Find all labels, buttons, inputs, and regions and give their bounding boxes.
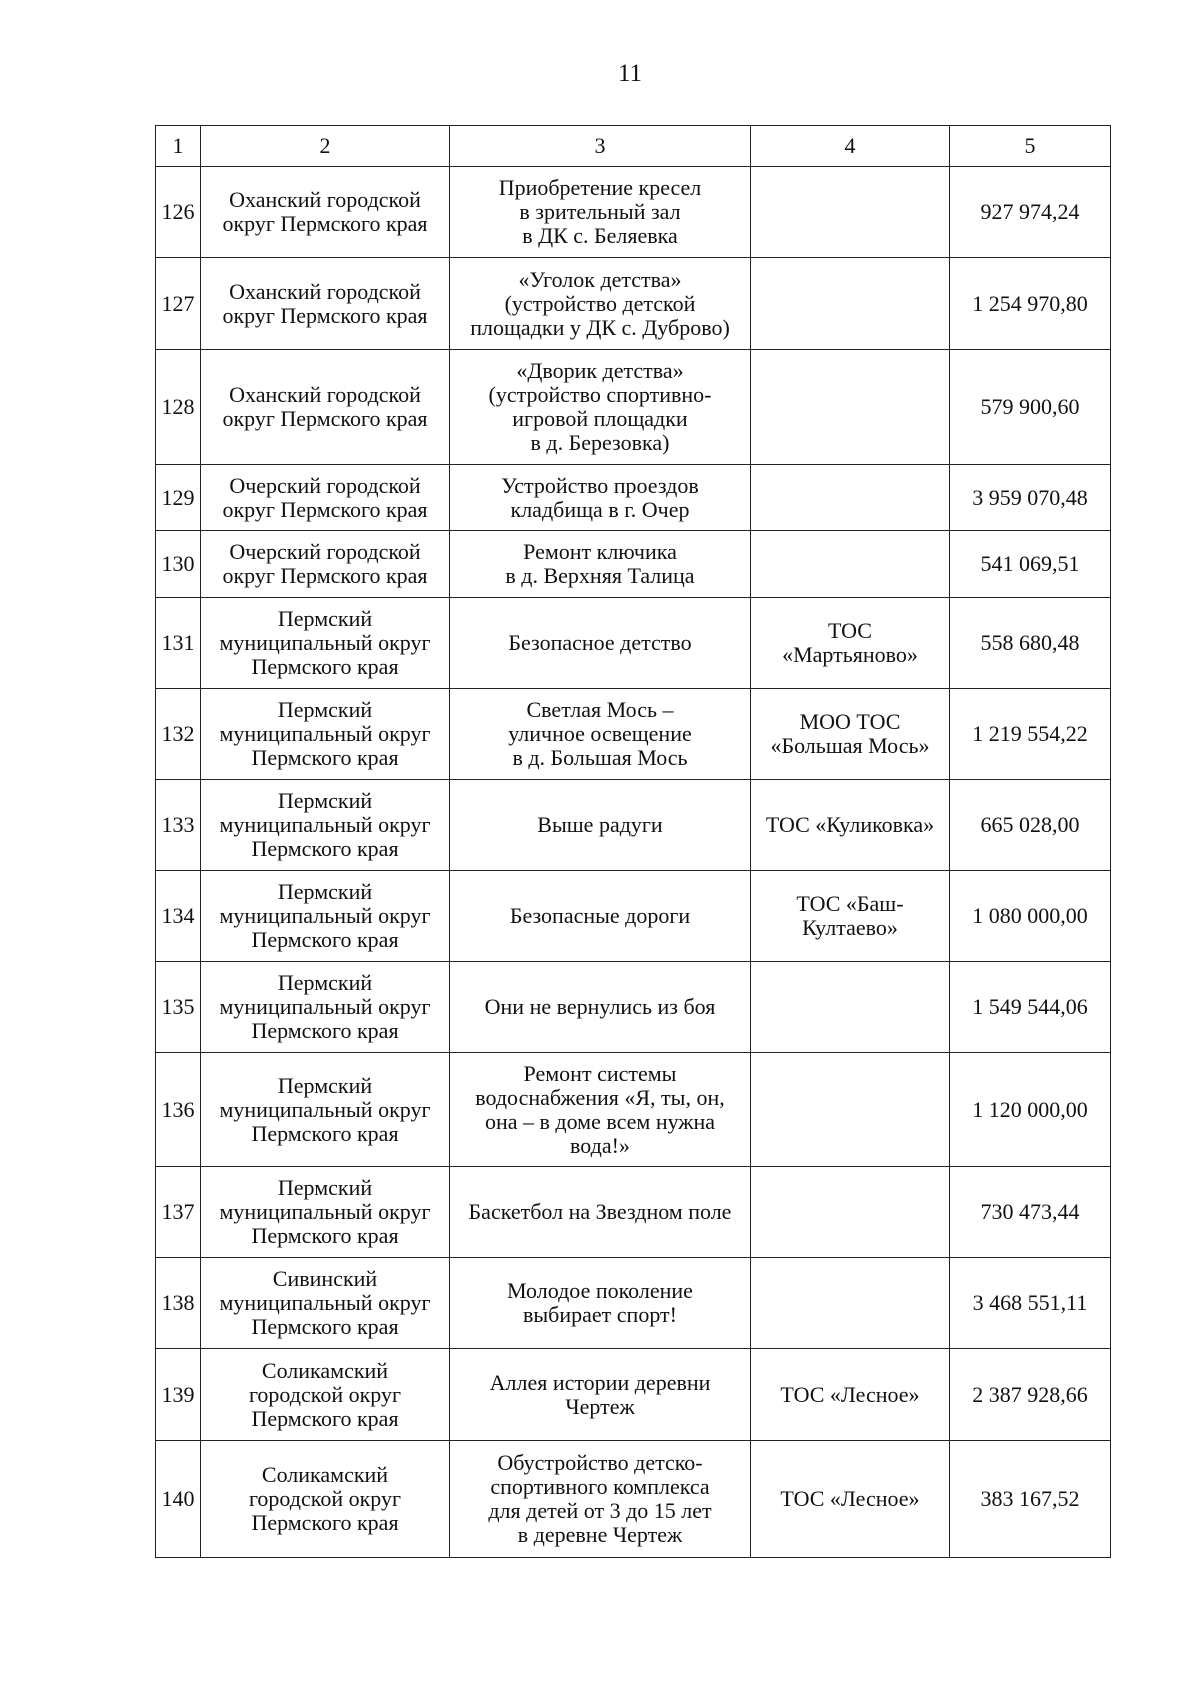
municipality-cell: Пермский муниципальный округ Пермского края <box>201 780 450 871</box>
municipality-cell: Пермский муниципальный округ Пермского края <box>201 1167 450 1258</box>
table-row <box>156 258 1111 350</box>
amount-cell: 541 069,51 <box>950 531 1111 598</box>
organization-cell <box>751 258 950 350</box>
organization-cell <box>751 167 950 258</box>
amount-cell: 1 549 544,06 <box>950 962 1111 1053</box>
column-number-2: 2 <box>201 126 450 167</box>
table-row <box>156 689 1111 780</box>
table-row <box>156 350 1111 465</box>
column-number-3: 3 <box>450 126 751 167</box>
project-name-cell: Они не вернулись из боя <box>450 962 751 1053</box>
page-number: 11 <box>617 60 643 87</box>
project-name-cell: Аллея истории деревни Чертеж <box>450 1349 751 1441</box>
table-row <box>156 780 1111 871</box>
amount-cell: 1 120 000,00 <box>950 1053 1111 1167</box>
municipality-cell: Оханский городской округ Пермского края <box>201 350 450 465</box>
organization-cell: ТОС «Лесное» <box>751 1441 950 1558</box>
organization-cell <box>751 350 950 465</box>
amount-cell: 730 473,44 <box>950 1167 1111 1258</box>
amount-cell: 1 254 970,80 <box>950 258 1111 350</box>
row-number: 135 <box>156 962 201 1053</box>
project-name-cell: Баскетбол на Звездном поле <box>450 1167 751 1258</box>
municipality-cell: Очерский городской округ Пермского края <box>201 465 450 531</box>
organization-cell <box>751 1258 950 1349</box>
column-number-5: 5 <box>950 126 1111 167</box>
project-name-cell: Обустройство детско- спортивного комплекса для детей от 3 до 15 лет в деревне Чертеж <box>450 1441 751 1558</box>
project-name-cell: Молодое поколение выбирает спорт! <box>450 1258 751 1349</box>
table-row <box>156 1349 1111 1441</box>
row-number: 136 <box>156 1053 201 1167</box>
row-number: 128 <box>156 350 201 465</box>
row-number: 131 <box>156 598 201 689</box>
amount-cell: 579 900,60 <box>950 350 1111 465</box>
row-number: 134 <box>156 871 201 962</box>
amount-cell: 927 974,24 <box>950 167 1111 258</box>
row-number: 138 <box>156 1258 201 1349</box>
amount-cell: 1 080 000,00 <box>950 871 1111 962</box>
row-number: 133 <box>156 780 201 871</box>
municipality-cell: Очерский городской округ Пермского края <box>201 531 450 598</box>
municipality-cell: Пермский муниципальный округ Пермского края <box>201 962 450 1053</box>
amount-cell: 665 028,00 <box>950 780 1111 871</box>
project-name-cell: Ремонт системы водоснабжения «Я, ты, он, она – в доме всем нужна вода!» <box>450 1053 751 1167</box>
projects-table <box>155 125 1111 1558</box>
row-number: 126 <box>156 167 201 258</box>
row-number: 140 <box>156 1441 201 1558</box>
table-row <box>156 598 1111 689</box>
table-header-row <box>156 126 1111 167</box>
organization-cell <box>751 465 950 531</box>
organization-cell: ТОС «Мартьяново» <box>751 598 950 689</box>
project-name-cell: Приобретение кресел в зрительный зал в ДК с. Беляевка <box>450 167 751 258</box>
project-name-cell: Ремонт ключика в д. Верхняя Талица <box>450 531 751 598</box>
row-number: 137 <box>156 1167 201 1258</box>
amount-cell: 383 167,52 <box>950 1441 1111 1558</box>
municipality-cell: Соликамский городской округ Пермского края <box>201 1441 450 1558</box>
project-name-cell: Безопасные дороги <box>450 871 751 962</box>
amount-cell: 3 468 551,11 <box>950 1258 1111 1349</box>
row-number: 127 <box>156 258 201 350</box>
organization-cell <box>751 531 950 598</box>
project-name-cell: Выше радуги <box>450 780 751 871</box>
row-number: 132 <box>156 689 201 780</box>
project-name-cell: Безопасное детство <box>450 598 751 689</box>
table-row <box>156 531 1111 598</box>
organization-cell: ТОС «Куликовка» <box>751 780 950 871</box>
organization-cell: МОО ТОС «Большая Мось» <box>751 689 950 780</box>
table-row <box>156 871 1111 962</box>
organization-cell: ТОС «Лесное» <box>751 1349 950 1441</box>
project-name-cell: «Дворик детства» (устройство спортивно- игровой площадки в д. Березовка) <box>450 350 751 465</box>
table-row <box>156 1053 1111 1167</box>
organization-cell <box>751 1167 950 1258</box>
organization-cell <box>751 1053 950 1167</box>
municipality-cell: Пермский муниципальный округ Пермского края <box>201 598 450 689</box>
table-row <box>156 167 1111 258</box>
project-name-cell: «Уголок детства» (устройство детской площадки у ДК с. Дуброво) <box>450 258 751 350</box>
municipality-cell: Пермский муниципальный округ Пермского края <box>201 1053 450 1167</box>
column-number-4: 4 <box>751 126 950 167</box>
table-row <box>156 1167 1111 1258</box>
amount-cell: 1 219 554,22 <box>950 689 1111 780</box>
table-row <box>156 1258 1111 1349</box>
municipality-cell: Сивинский муниципальный округ Пермского края <box>201 1258 450 1349</box>
table-row <box>156 962 1111 1053</box>
organization-cell: ТОС «Баш- Култаево» <box>751 871 950 962</box>
amount-cell: 3 959 070,48 <box>950 465 1111 531</box>
row-number: 139 <box>156 1349 201 1441</box>
project-name-cell: Устройство проездов кладбища в г. Очер <box>450 465 751 531</box>
municipality-cell: Соликамский городской округ Пермского края <box>201 1349 450 1441</box>
table-row <box>156 1441 1111 1558</box>
municipality-cell: Пермский муниципальный округ Пермского края <box>201 689 450 780</box>
organization-cell <box>751 962 950 1053</box>
table-row <box>156 465 1111 531</box>
row-number: 129 <box>156 465 201 531</box>
amount-cell: 558 680,48 <box>950 598 1111 689</box>
municipality-cell: Пермский муниципальный округ Пермского края <box>201 871 450 962</box>
project-name-cell: Светлая Мось – уличное освещение в д. Большая Мось <box>450 689 751 780</box>
municipality-cell: Оханский городской округ Пермского края <box>201 258 450 350</box>
row-number: 130 <box>156 531 201 598</box>
amount-cell: 2 387 928,66 <box>950 1349 1111 1441</box>
municipality-cell: Оханский городской округ Пермского края <box>201 167 450 258</box>
column-number-1: 1 <box>156 126 201 167</box>
